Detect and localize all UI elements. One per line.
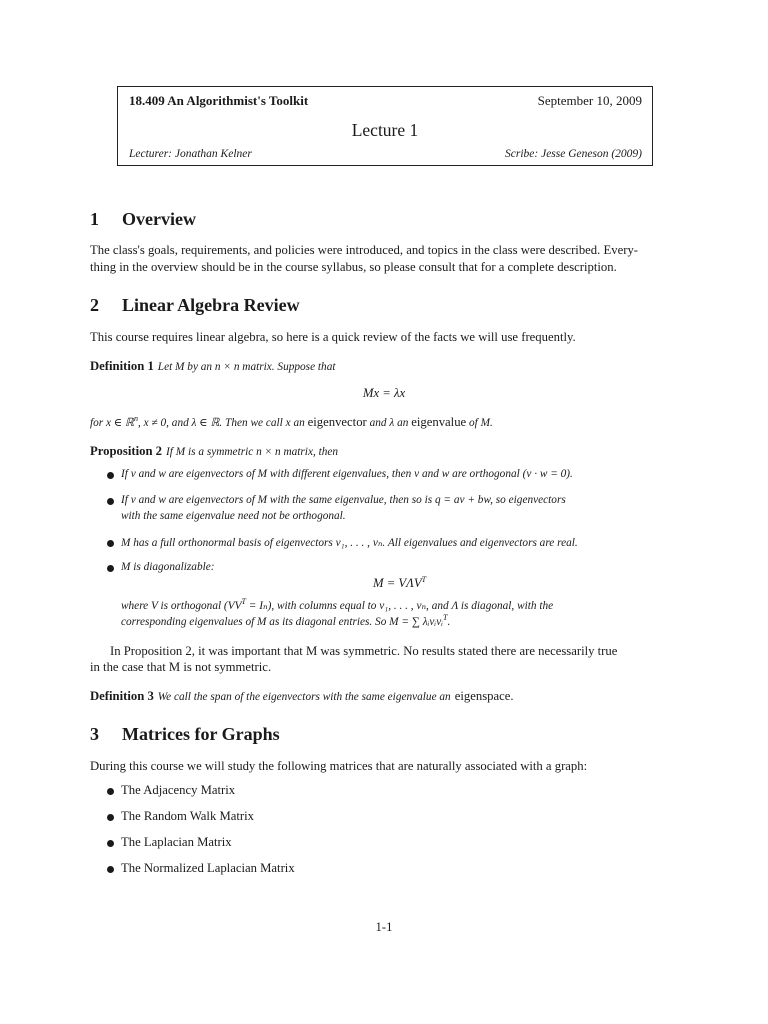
remark-line-1: In Proposition 2, it was important that M was symmetric. No results stated there are necessarily true: [110, 644, 618, 658]
bullet-icon: [107, 540, 114, 547]
proposition-2: [90, 442, 338, 460]
definition-1: [90, 357, 336, 375]
diag-explanation-line-2: corresponding eigenvalues of M as its diagonal entries. So M = ∑ λᵢvᵢvᵢ$^T$.: [121, 613, 451, 628]
graph-matrix-item: The Laplacian Matrix: [121, 835, 232, 849]
definition-3-term: eigenspace.: [454, 689, 514, 703]
lecture-date: September 10, 2009: [537, 93, 642, 108]
page-number: 1-1: [375, 920, 393, 934]
bullet-icon: [107, 498, 114, 505]
equation-eigen: Mx = λx: [362, 386, 406, 400]
prop-bullet-2-cont: with the same eigenvalue need not be orthogonal.: [121, 510, 346, 522]
scribe-name: Scribe: Jesse Geneson (2009): [505, 148, 642, 160]
definition-1-text: Let M by an n × n matrix. Suppose that: [157, 361, 336, 373]
prop-bullet-1: If v and w are eigenvectors of M with different eigenvalues, then v and w are orthogonal (v · w = 0).: [121, 468, 573, 480]
diag-explanation-line-1: where V is orthogonal $(VV^T = I_n)$, with columns equal to v₁, . . . , vₙ, and Λ is diagonal, with the: [121, 597, 554, 612]
bullet-icon: [107, 866, 114, 873]
bullet-icon: [107, 472, 114, 479]
graph-matrix-item: The Adjacency Matrix: [121, 783, 236, 797]
prop-bullet-2: If v and w are eigenvectors of M with the same eigenvalue, then so is q = av + bw, so eigenvectors: [121, 494, 566, 506]
definition-1-label: Definition 1: [90, 359, 154, 373]
overview-line-2: thing in the overview should be in the course syllabus, so please consult that for a complete description.: [90, 260, 617, 274]
definition-3-label: Definition 3: [90, 689, 154, 703]
bullet-icon: [107, 814, 114, 821]
bullet-icon: [107, 788, 114, 795]
bullet-icon: [107, 565, 114, 572]
definition-3: [90, 687, 514, 705]
lecturer-name: Lecturer: Jonathan Kelner: [129, 148, 252, 160]
graph-matrix-item: The Normalized Laplacian Matrix: [121, 861, 295, 875]
graph-matrix-item: The Random Walk Matrix: [121, 809, 254, 823]
section-heading-linear-algebra: 2 Linear Algebra Review: [90, 295, 300, 315]
proposition-2-text: If M is a symmetric n × n matrix, then: [166, 446, 339, 458]
linalg-intro: This course requires linear algebra, so here is a quick review of the facts we will use frequently.: [90, 330, 576, 344]
proposition-2-label: Proposition 2: [90, 444, 163, 458]
equation-diagonalization: $M = V\Lambda V^T$: [372, 574, 427, 590]
definition-1-continuation: for x ∈ ℝ$^n$, x ≠ 0, and λ ∈ ℝ. Then we call x an eigenvector and λ an eigenvalue of M.: [90, 414, 493, 429]
course-title: 18.409 An Algorithmist's Toolkit: [129, 93, 309, 108]
lecture-number: Lecture 1: [351, 120, 419, 140]
prop-bullet-4: M is diagonalizable:: [121, 561, 215, 573]
prop-bullet-3: M has a full orthonormal basis of eigenvectors v₁, . . . , vₙ. All eigenvalues and eigenvectors are real.: [121, 537, 578, 549]
lecture-header-box: [117, 86, 653, 166]
remark-line-2: in the case that M is not symmetric.: [90, 660, 272, 674]
overview-line-1: The class's goals, requirements, and policies were introduced, and topics in the class were described. Every-: [90, 243, 639, 257]
graphs-intro: During this course we will study the following matrices that are naturally associated with a graph:: [90, 759, 588, 773]
section-heading-matrices-for-graphs: 3 Matrices for Graphs: [90, 724, 280, 744]
bullet-icon: [107, 840, 114, 847]
definition-3-text: We call the span of the eigenvectors with the same eigenvalue an: [157, 691, 451, 703]
section-heading-overview: 1 Overview: [90, 209, 196, 229]
